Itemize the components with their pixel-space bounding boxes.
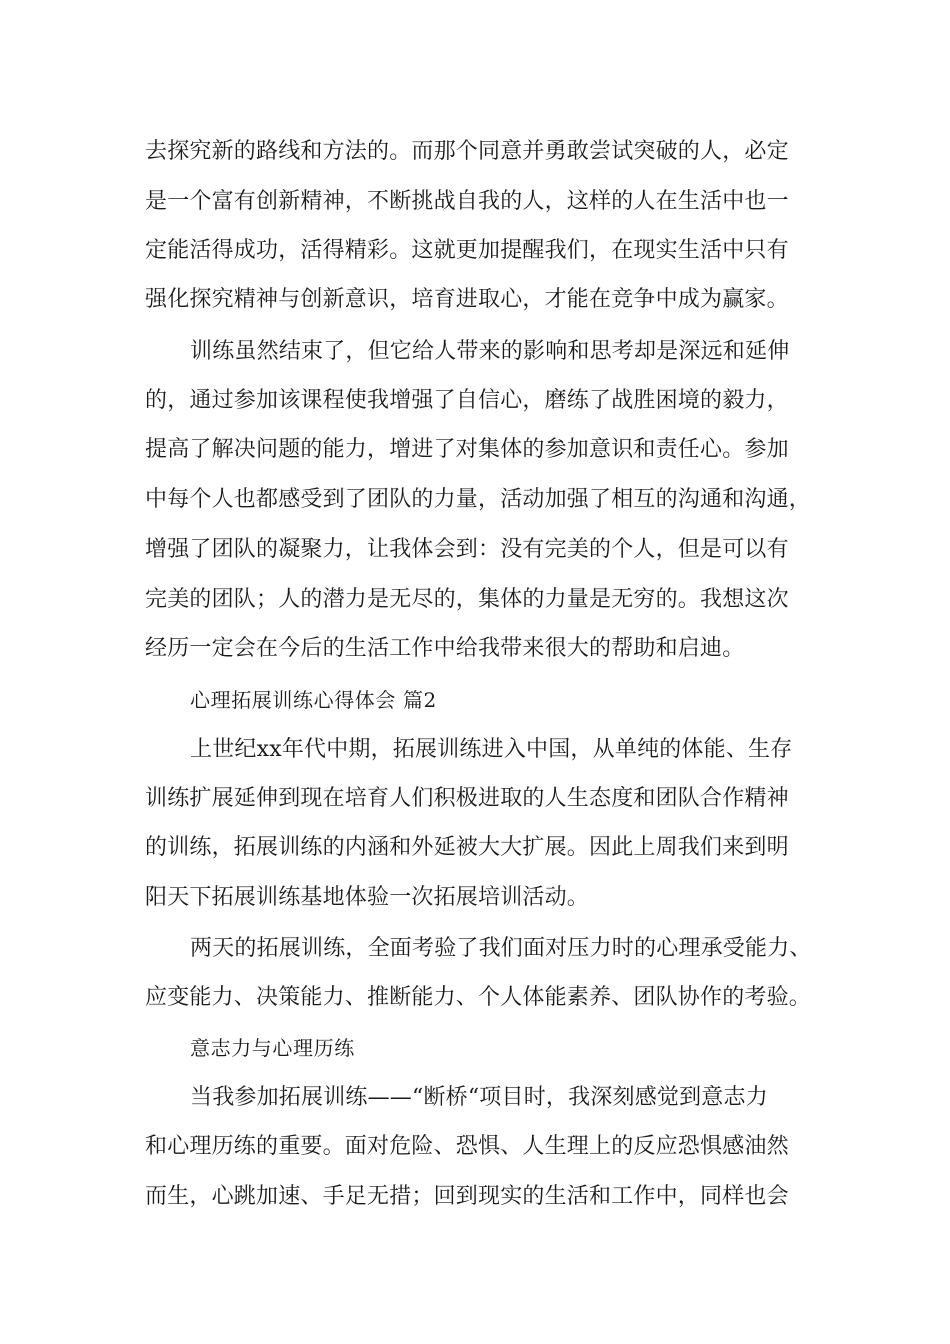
text-line: 完美的团队；人的潜力是无尽的，集体的力量是无穷的。我想这次 [145,587,789,612]
text-line: 阳天下拓展训练基地体验一次拓展培训活动。 [145,885,590,910]
paragraph-start-line: 两天的拓展训练，全面考验了我们面对压力时的心理承受能力、 [190,936,812,961]
text-line: 和心理历练的重要。面对危险、恐惧、人生理上的反应恐惧感油然 [145,1134,789,1159]
text-line: 而生，心跳加速、手足无措；回到现实的生活和工作中，同样也会 [145,1184,789,1209]
paragraph-start-line: 训练虽然结束了，但它给人带来的影响和思考却是深远和延伸 [190,339,790,364]
subsection-heading: 意志力与心理历练 [190,1036,355,1060]
paragraph-start-line: 上世纪xx年代中期，拓展训练进入中国，从单纯的体能、生存 [190,737,793,762]
text-line: 去探究新的路线和方法的。而那个同意并勇敢尝试突破的人，必定 [145,139,789,164]
text-line: 应变能力、决策能力、推断能力、个人体能素养、团队协作的考验。 [145,985,812,1010]
text-line: 定能活得成功，活得精彩。这就更加提醒我们，在现实生活中只有 [145,238,789,263]
paragraph-start-line: 当我参加拓展训练——“断桥“项目时，我深刻感觉到意志力 [190,1085,768,1110]
section-heading: 心理拓展训练心得体会 篇2 [190,688,437,712]
text-line: 强化探究精神与创新意识，培育进取心，才能在竞争中成为赢家。 [145,287,789,312]
text-line: 增强了团队的凝聚力，让我体会到：没有完美的个人，但是可以有 [145,537,789,562]
text-line: 的，通过参加该课程使我增强了自信心，磨练了战胜困境的毅力， [145,388,789,413]
text-line: 是一个富有创新精神，不断挑战自我的人，这样的人在生活中也一 [145,189,789,214]
text-line: 的训练，拓展训练的内涵和外延被大大扩展。因此上周我们来到明 [145,835,789,860]
text-line: 中每个人也都感受到了团队的力量，活动加强了相互的沟通和沟通， [145,487,812,512]
text-line: 提高了解决问题的能力，增进了对集体的参加意识和责任心。参加 [145,437,789,462]
text-line: 训练扩展延伸到现在培育人们积极进取的人生态度和团队合作精神 [145,786,789,811]
text-line: 经历一定会在今后的生活工作中给我带来很大的帮助和启迪。 [145,636,745,661]
